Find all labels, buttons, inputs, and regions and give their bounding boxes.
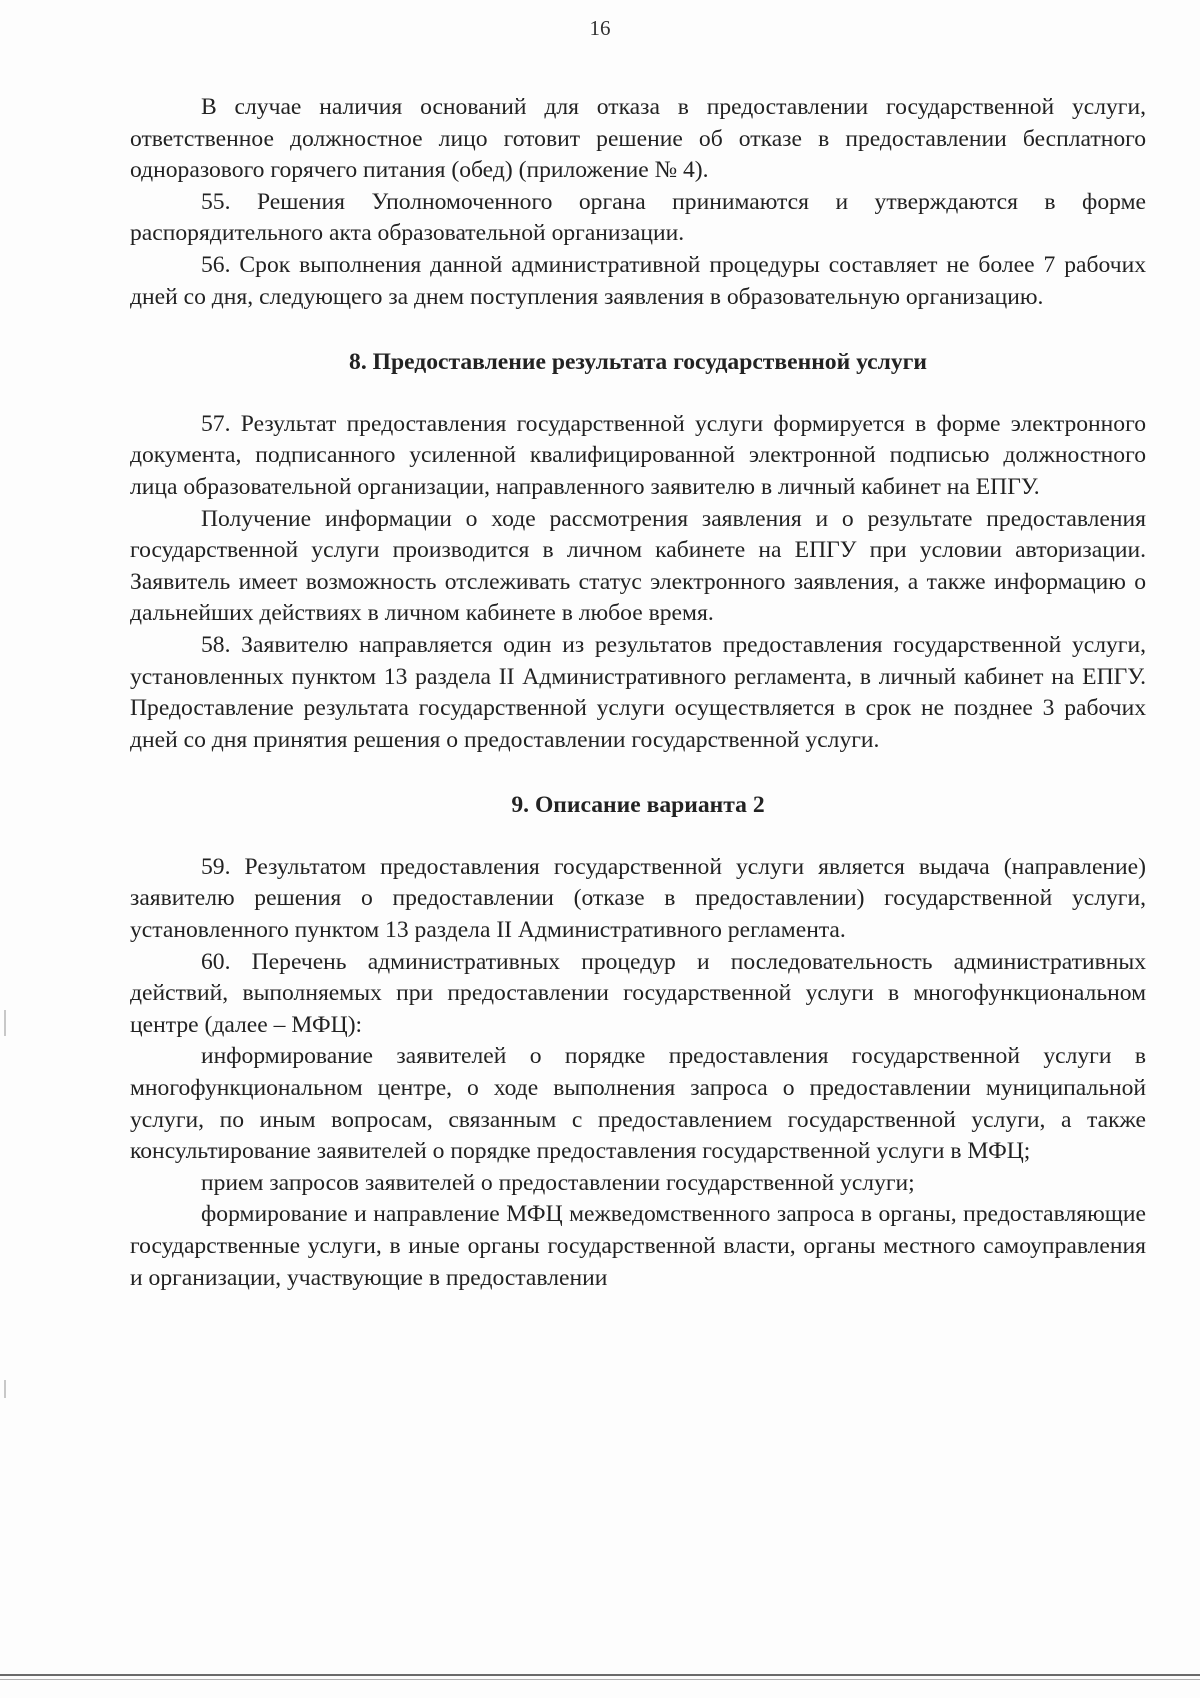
paragraph-refusal-grounds: В случае наличия оснований для отказа в предоставлении государственной услуги, ответственное должностное лицо готовит решение об отказе в предоставлении бесплатного одноразового горячего питания (обед) (приложение № 4). (130, 94, 1146, 184)
section-heading-8: 8. Предоставление результата государственной услуги (349, 349, 927, 376)
paragraph-57: 57. Результат предоставления государственной услуги формируется в форме электронного документа, подписанного усиленной квалифицированной электронной подписью должностного лица образовательной организации, направленного заявителю в личный кабинет на ЕПГУ. (130, 410, 1146, 500)
paragraph-status-info: Получение информации о ходе рассмотрения заявления и о результате предоставления государственной услуги производится в личном кабинете на ЕПГУ при условии авторизации. Заявитель имеет возможность отслеживать статус электронного заявления, а также информацию о дальнейших действиях в личном кабинете в любое время. (130, 505, 1146, 627)
paragraph-59: 59. Результатом предоставления государственной услуги является выдача (направление) заявителю решения о предоставлении (отказе в предоставлении) государственной услуги, установленного пунктом 13 раздела II Административного регламента. (130, 853, 1146, 944)
scan-bottom-edge (0, 1674, 1200, 1676)
paragraph-58: 58. Заявителю направляется один из результатов предоставления государственной услуги, установленных пунктом 13 раздела II Административного регламента, в личный кабинет на ЕПГУ. Предоставление результата государственной услуги осуществляется в срок не позднее 3 рабочих дней со дня принятия решения о предоставлении государственной услуги. (130, 631, 1146, 753)
paragraph-55: 55. Решения Уполномоченного органа принимаются и утверждаются в форме распорядительного акта образовательной организации. (130, 188, 1146, 247)
document-body (130, 92, 1146, 1294)
scan-speck (4, 1380, 6, 1398)
scan-speck (4, 1010, 6, 1036)
section-heading-9: 9. Описание варианта 2 (511, 792, 765, 819)
scan-bottom-edge-shadow (0, 1679, 1200, 1680)
page-number: 16 (589, 16, 611, 40)
list-item-informing: информирование заявителей о порядке предоставления государственной услуги в многофункциональном центре, о ходе выполнения запроса о предоставлении муниципальной услуги, по иным вопросам, связанным с предоставлением государственной услуги, а также консультирование заявителей о порядке предоставления государственной услуги в МФЦ; (130, 1043, 1146, 1165)
list-item-interagency-request: формирование и направление МФЦ межведомственного запроса в органы, предоставляющие государственные услуги, в иные органы государственной власти, органы местного самоуправления и организации, участвующие в предоставлении (130, 1201, 1146, 1291)
list-item-request-intake: прием запросов заявителей о предоставлении государственной услуги; (201, 1169, 915, 1196)
paragraph-56: 56. Срок выполнения данной административной процедуры составляет не более 7 рабочих дней со дня, следующего за днем поступления заявления в образовательную организацию. (130, 251, 1146, 310)
paragraph-60: 60. Перечень административных процедур и последовательность административных действий, выполняемых при предоставлении государственной услуги в многофункциональном центре (далее – МФЦ): (130, 948, 1146, 1038)
